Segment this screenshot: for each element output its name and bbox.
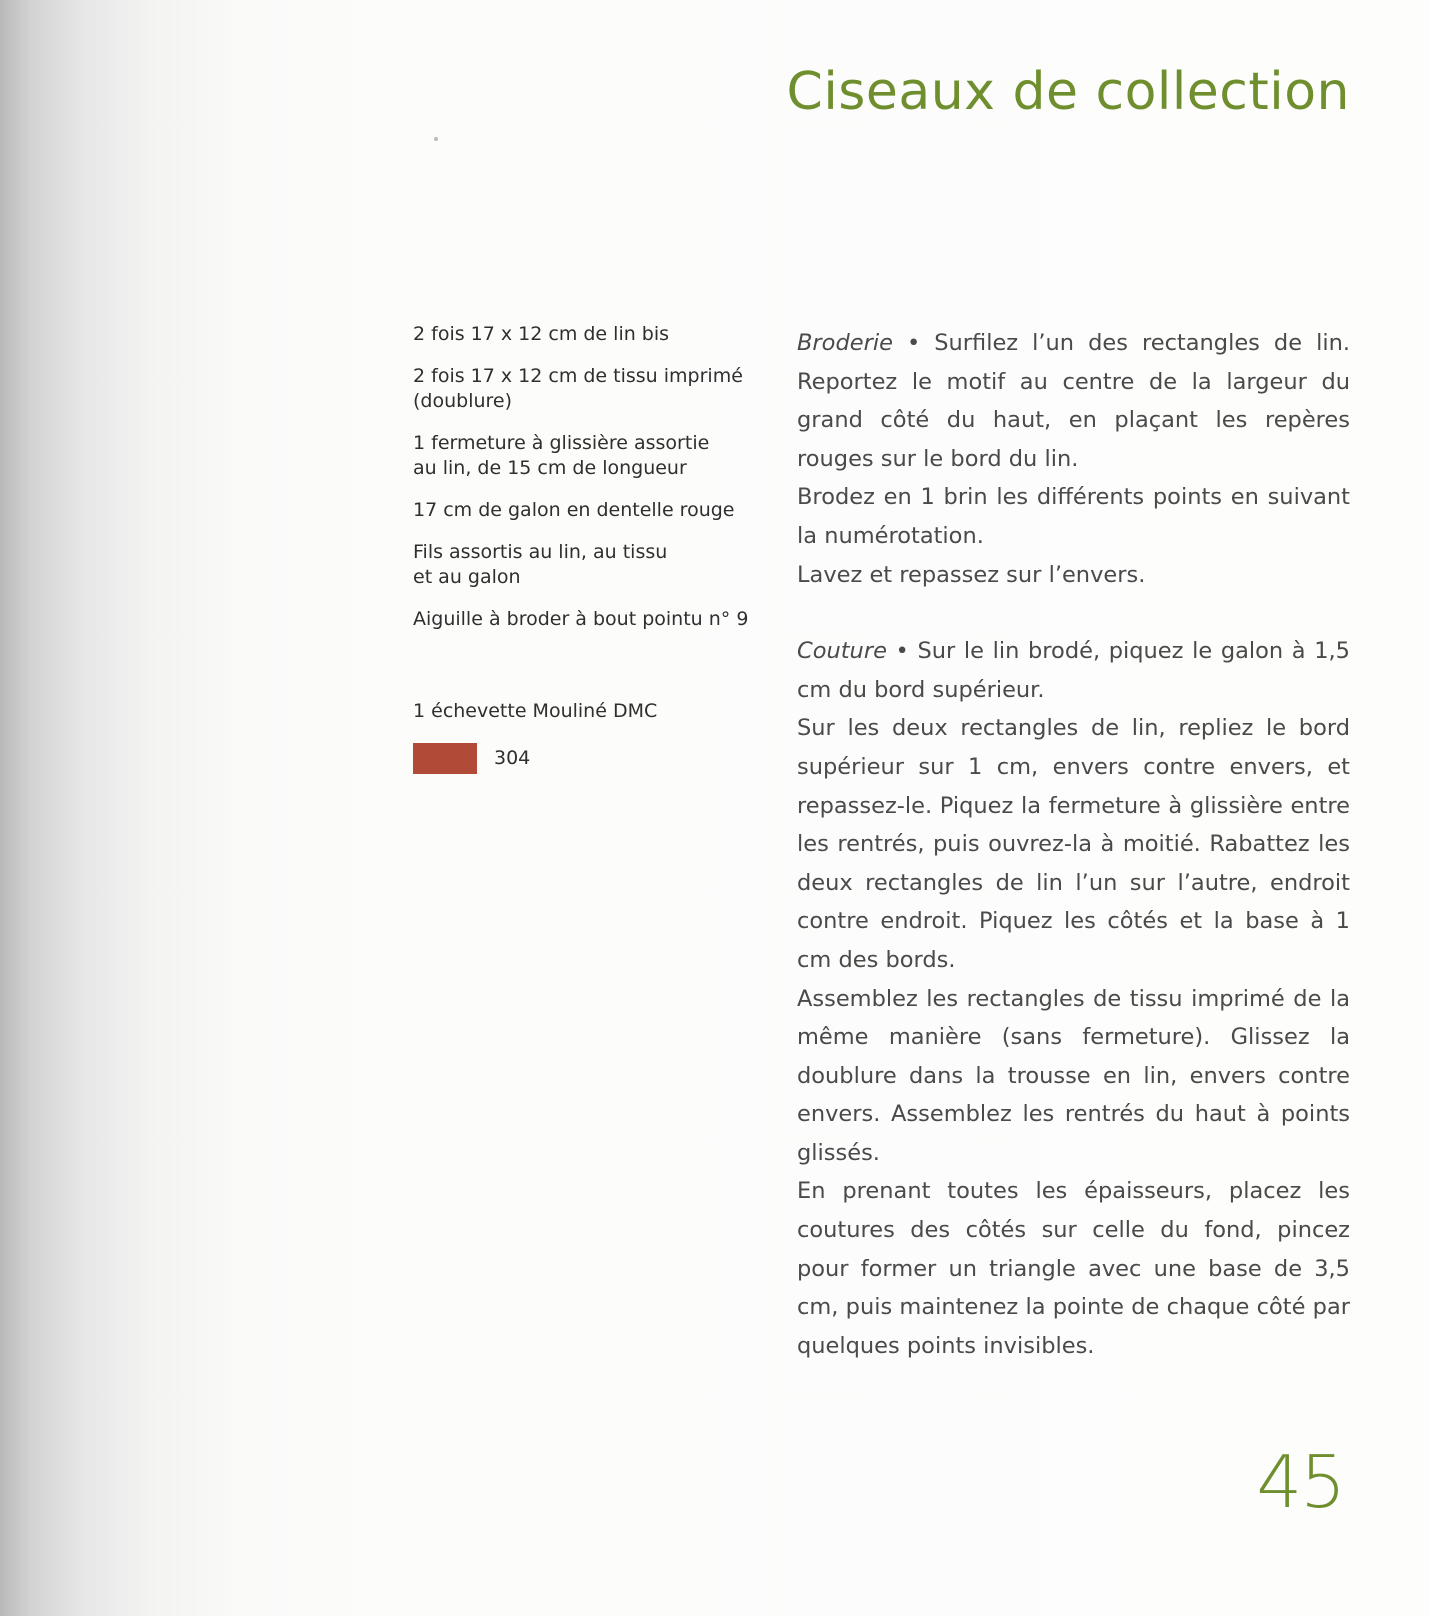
couture-paragraph-3: Assemblez les rectangles de tissu imprimé de la même manière (sans fermeture). Glissez la doublure dans la trousse en lin, envers contre envers. Assemblez les rentrés du haut à points glissés. (797, 985, 1350, 1166)
speck (434, 137, 438, 141)
material-item: 2 fois 17 x 12 cm de tissu imprimé (doublure) (413, 365, 743, 412)
couture-text-1: Sur le lin brodé, piquez le galon à 1,5 cm du bord supérieur. (797, 638, 1350, 703)
floss-code: 304 (494, 747, 531, 769)
broderie-text-1: Surfilez l’un des rectangles de lin. Reportez le motif au centre de la largeur du grand côté du haut, en plaçant les repères rouges sur le bord du lin. (797, 330, 1350, 472)
material-item: Aiguille à broder à bout pointu n° 9 (413, 608, 749, 630)
broderie-paragraph-1 (797, 324, 1350, 478)
couture-paragraph-4: En prenant toutes les épaisseurs, placez les coutures des côtés sur celle du fond, pincez pour former un triangle avec une base de 3,5 cm, puis maintenez la pointe de chaque côté par quelques points invisibles. (797, 1178, 1350, 1359)
material-item: 2 fois 17 x 12 cm de lin bis (413, 323, 670, 345)
couture-paragraph-2: Sur les deux rectangles de lin, repliez le bord supérieur sur 1 cm, envers contre envers, et repassez-le. Piquez la fermeture à glissière entre les rentrés, puis ouvrez-la à moitié. Rabattez les deux rectangles de lin l’un sur l’autre, endroit contre endroit. Piquez les côtés et la base à 1 cm des bords. (797, 715, 1350, 973)
material-item: 1 fermeture à glissière assortie au lin, de 15 cm de longueur (413, 432, 710, 479)
lead-separator: • (892, 330, 935, 356)
couture-lead: Couture (797, 638, 887, 665)
page-title: Ciseaux de collection (786, 62, 1350, 122)
broderie-lead: Broderie (797, 330, 893, 356)
materials-list (413, 322, 773, 649)
instructions (797, 324, 1350, 1365)
color-swatch (413, 743, 477, 774)
broderie-paragraph-2: Brodez en 1 brin les différents points en suivant la numérotation. (797, 484, 1350, 549)
couture-paragraph-1 (797, 632, 1350, 709)
floss-swatch-row (413, 742, 530, 774)
floss-label: 1 échevette Mouliné DMC (413, 700, 658, 722)
broderie-paragraph-3: Lavez et repassez sur l’envers. (797, 561, 1146, 588)
material-item: Fils assortis au lin, au tissu et au galon (413, 541, 668, 588)
page-number: 45 (1256, 1440, 1344, 1524)
section-spacer (797, 594, 1350, 632)
lead-separator: • (886, 638, 918, 665)
material-item: 17 cm de galon en dentelle rouge (413, 499, 735, 521)
